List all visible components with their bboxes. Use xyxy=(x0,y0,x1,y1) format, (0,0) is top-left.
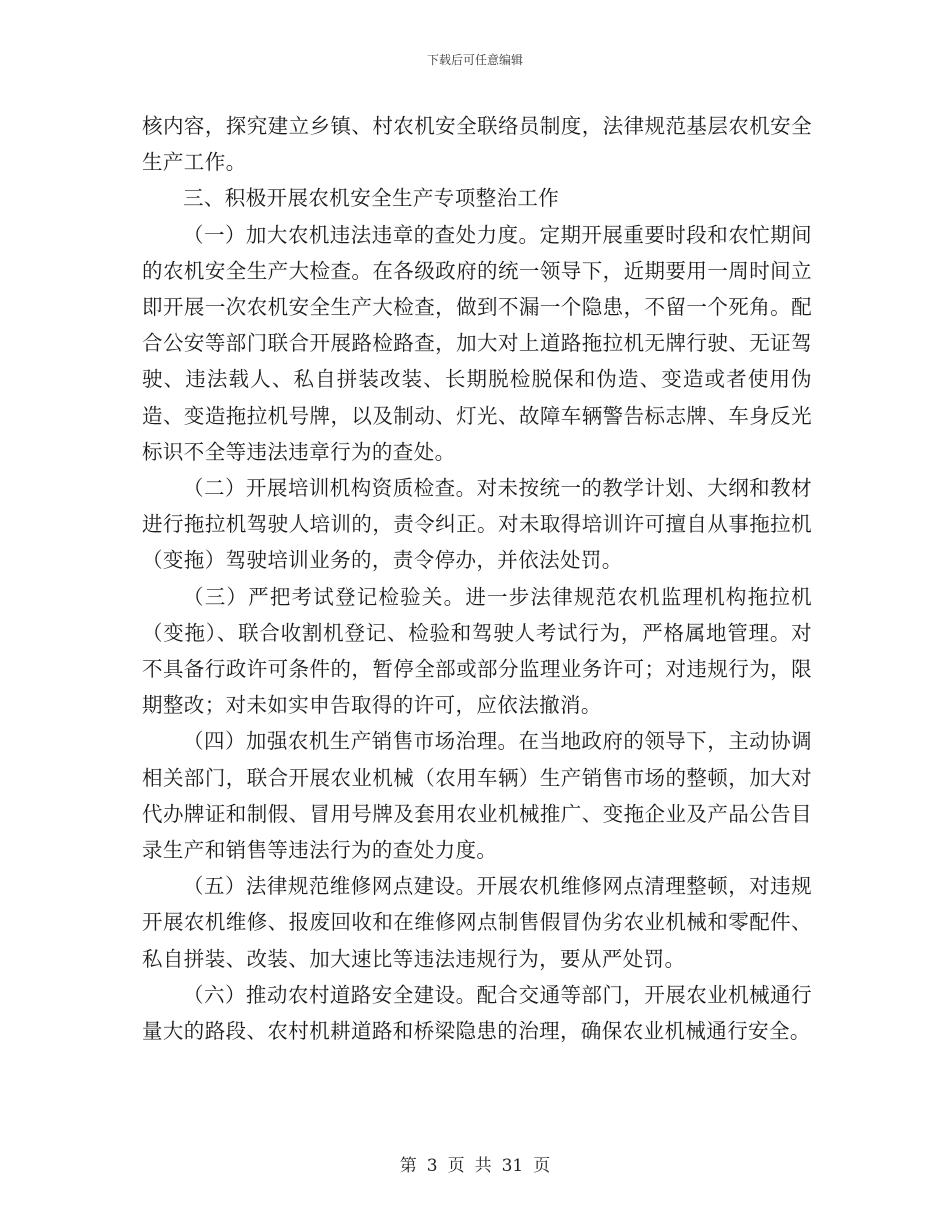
footer-total-prefix: 共 xyxy=(474,1156,492,1176)
paragraph-item-4: （四）加强农机生产销售市场治理。在当地政府的领导下，主动协调相关部门，联合开展农业机械（农用车辆）生产销售市场的整顿，加大对代办牌证和制假、冒用号牌及套用农业机械推广、变拖企业及产品公告目录生产和销售等违法行为的查处力度。 xyxy=(142,729,812,863)
paragraph-item-3: （三）严把考试登记检验关。进一步法律规范农机监理机构拖拉机（变拖）、联合收割机登记、检验和驾驶人考试行为，严格属地管理。对不具备行政许可条件的，暂停全部或部分监理业务许可；对违规行为，限期整改；对未如实申告取得的许可，应依法撤消。 xyxy=(142,584,812,718)
footer-suffix: 页 xyxy=(533,1156,551,1176)
total-pages: 31 xyxy=(501,1156,524,1176)
page-number: 3 xyxy=(426,1156,438,1176)
footer-prefix: 第 xyxy=(399,1156,417,1176)
paragraph-item-2: （二）开展培训机构资质检查。对未按统一的教学计划、大纲和教材进行拖拉机驾驶人培训的，责令纠正。对未取得培训许可擅自从事拖拉机（变拖）驾驶培训业务的，责令停办，并依法处罚。 xyxy=(142,476,812,573)
paragraph-item-5: （五）法律规范维修网点建设。开展农机维修网点清理整顿，对违规开展农机维修、报废回收和在维修网点制售假冒伪劣农业机械和零配件、私自拼装、改装、加大速比等违法违规行为，要从严处罚。 xyxy=(142,874,812,971)
paragraph-item-6: （六）推动农村道路安全建设。配合交通等部门，开展农业机械通行量大的路段、农村机耕道路和桥梁隐患的治理，确保农业机械通行安全。 xyxy=(142,982,812,1044)
header-note: 下载后可任意编辑 xyxy=(426,53,523,67)
page-footer xyxy=(0,1155,950,1177)
footer-mid: 页 xyxy=(447,1156,465,1176)
document-body xyxy=(142,108,812,1049)
paragraph-item-1: （一）加大农机违法违章的查处力度。定期开展重要时段和农忙期间的农机安全生产大检查。在各级政府的统一领导下，近期要用一周时间立即开展一次农机安全生产大检查，做到不漏一个隐患，不留一个死角。配合公安等部门联合开展路检路查，加大对上道路拖拉机无牌行驶、无证驾驶、违法载人、私自拼装改装、长期脱检脱保和伪造、变造或者使用伪造、变造拖拉机号牌，以及制动、灯光、故障车辆警告标志牌、车身反光标识不全等违法违章行为的查处。 xyxy=(142,222,812,464)
paragraph-1: 核内容，探究建立乡镇、村农机安全联络员制度，法律规范基层农机安全生产工作。 xyxy=(142,114,812,175)
section-heading: 三、积极开展农机安全生产专项整治工作 xyxy=(183,186,560,211)
